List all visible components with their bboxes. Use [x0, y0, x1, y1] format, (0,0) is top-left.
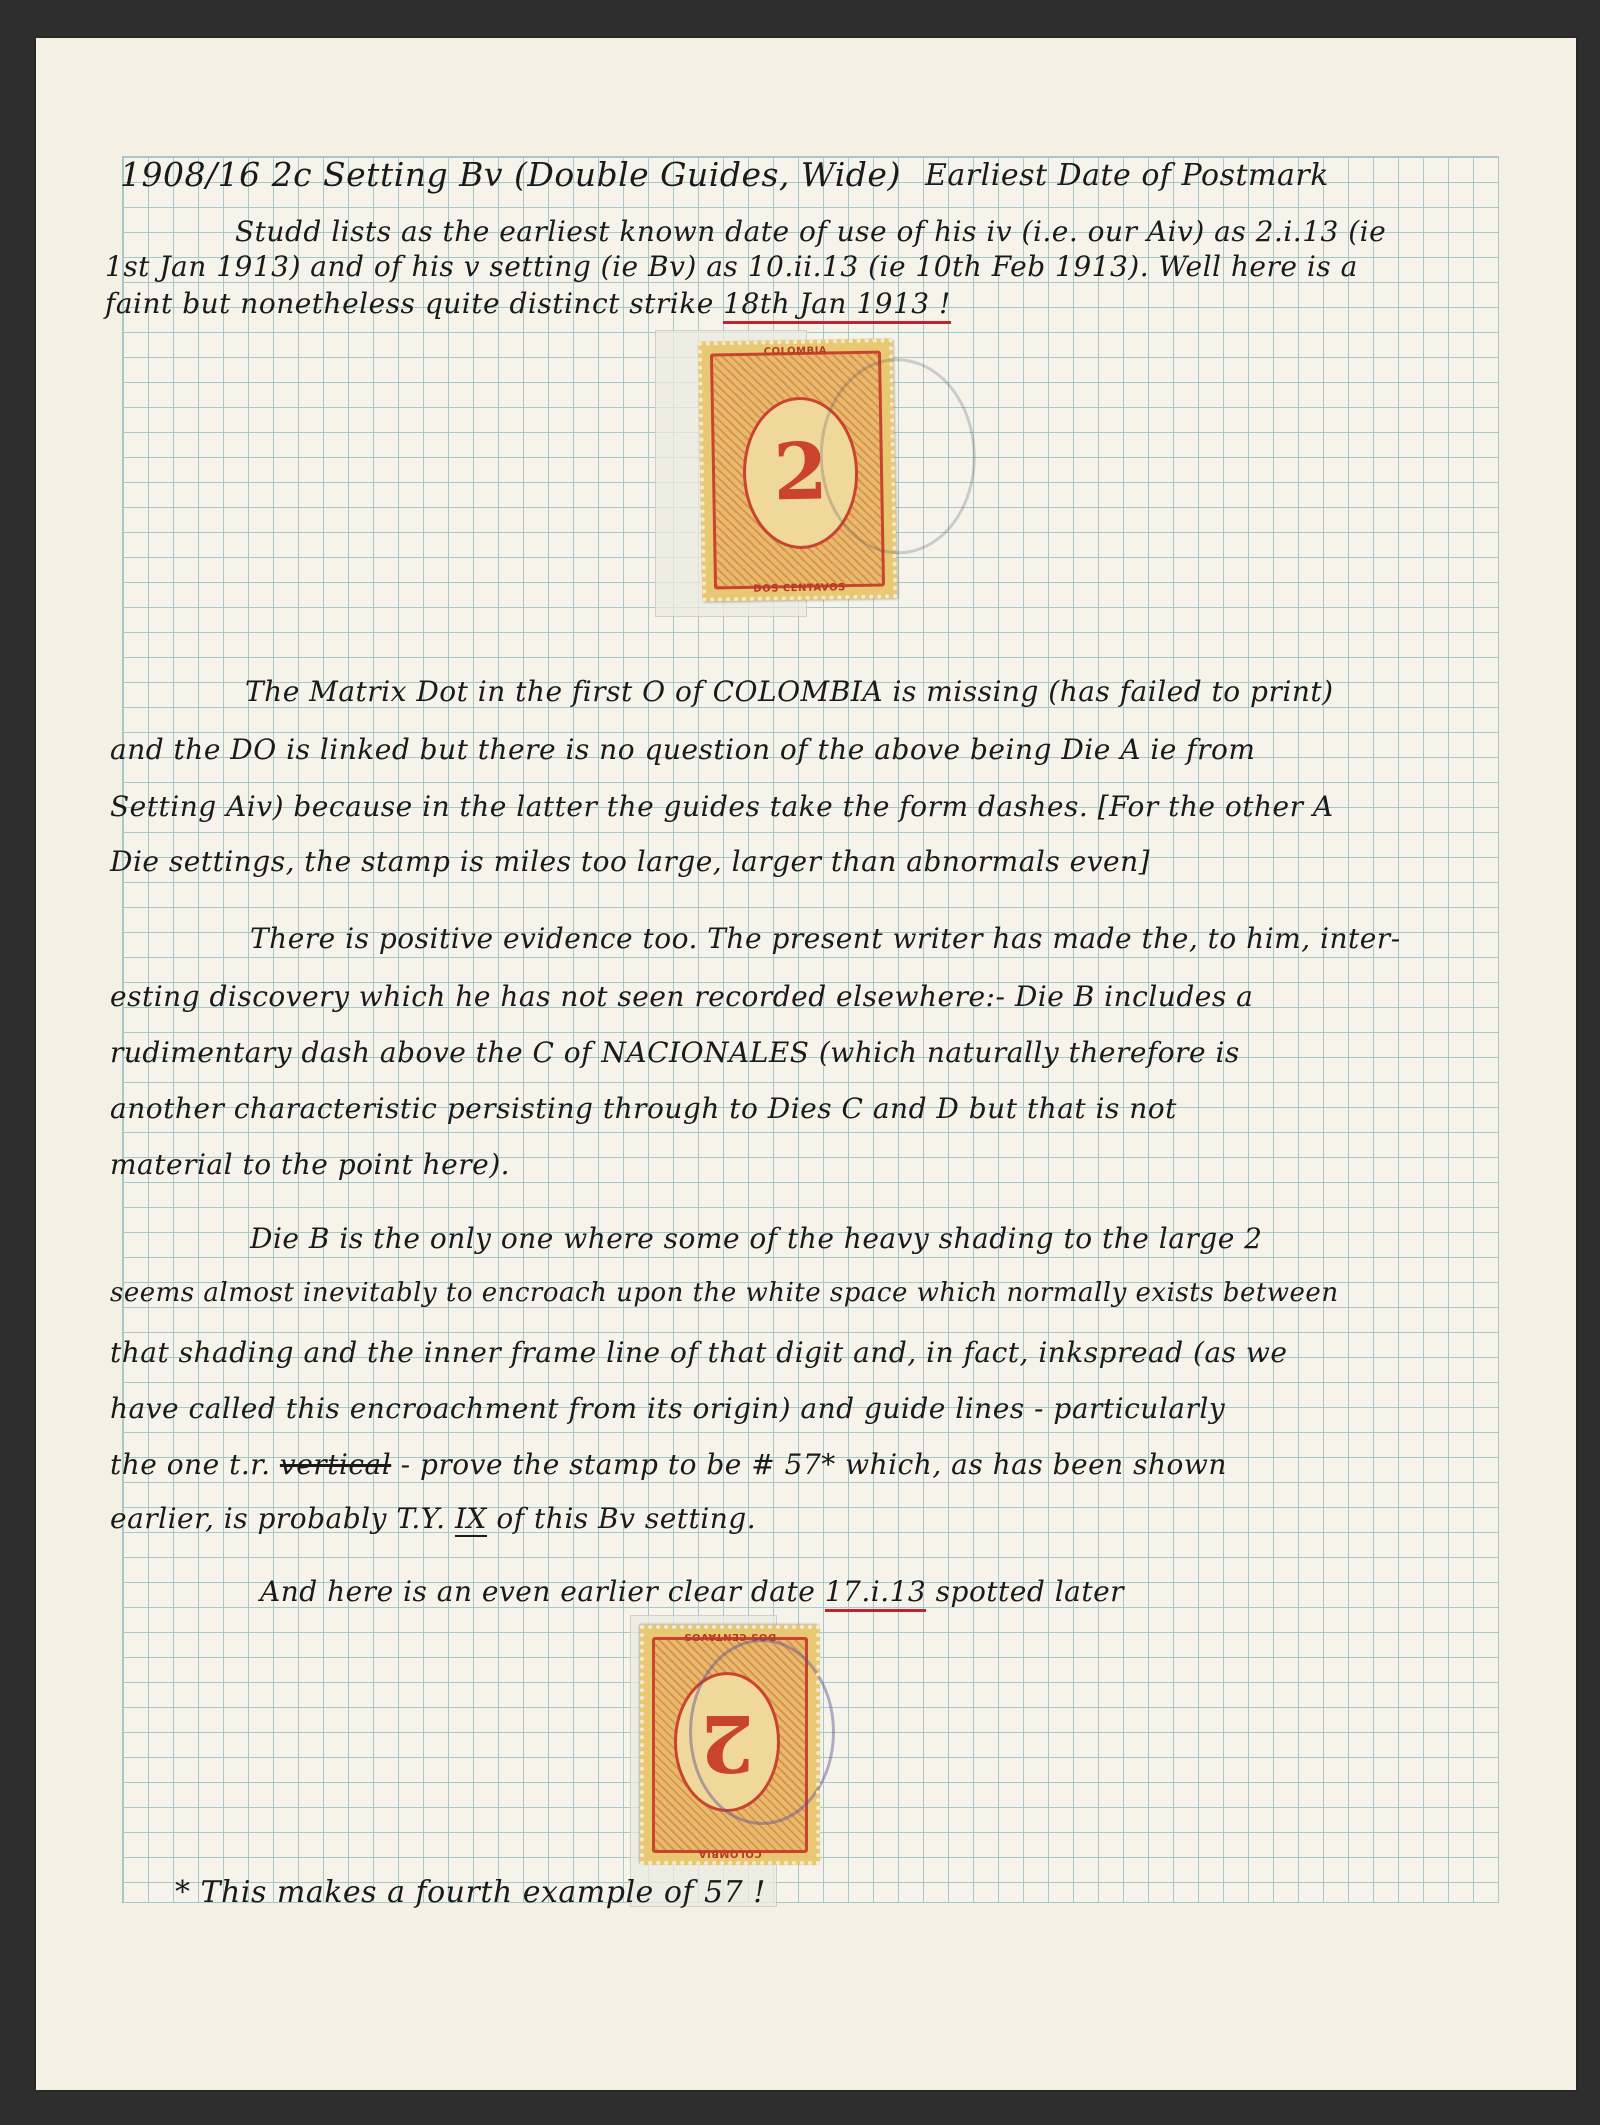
para3-line-6-a: earlier, is probably T.Y.	[110, 1502, 446, 1535]
stamp-1-bottom-label: DOS CENTAVOS	[753, 582, 846, 595]
para2-line-5: material to the point here).	[110, 1148, 511, 1181]
later-note	[260, 1575, 1124, 1608]
stamp-2-value: 2	[699, 1697, 755, 1789]
para3-line-1: Die B is the only one where some of the heavy shading to the large 2	[250, 1222, 1263, 1255]
para3-line-5	[110, 1448, 1227, 1481]
later-note-b: spotted later	[935, 1575, 1125, 1608]
para3-line-5-a: the one t.r.	[110, 1448, 271, 1481]
para1-line-4: Die settings, the stamp is miles too large, larger than abnormals even]	[110, 845, 1151, 878]
postmark-2	[689, 1639, 835, 1825]
intro-line-3-text: faint but nonetheless quite distinct strike	[105, 287, 714, 320]
date-heading: Earliest Date of Postmark	[925, 158, 1329, 193]
page-title: 1908/16 2c Setting Bv (Double Guides, Wide)	[120, 155, 901, 194]
para3-line-4: have called this encroachment from its origin) and guide lines - particularly	[110, 1392, 1226, 1425]
para1-line-1: The Matrix Dot in the first O of COLOMBIA is missing (has failed to print)	[245, 675, 1334, 708]
intro-line-3	[105, 287, 951, 320]
earliest-date-highlight: 18th Jan 1913 !	[723, 287, 951, 324]
para3-line-5-b: - prove the stamp to be # 57* which, as has been shown	[400, 1448, 1227, 1481]
footnote: * This makes a fourth example of 57 !	[175, 1875, 766, 1910]
para3-line-2: seems almost inevitably to encroach upon the white space which normally exists between	[110, 1278, 1339, 1308]
para2-line-3: rudimentary dash above the C of NACIONALES (which naturally therefore is	[110, 1036, 1240, 1069]
para3-line-6-b: of this Bv setting.	[496, 1502, 757, 1535]
para2-line-2: esting discovery which he has not seen recorded elsewhere:- Die B includes a	[110, 980, 1254, 1013]
type-roman-ix: IX	[455, 1502, 487, 1535]
stamp-2-bottom-label: DOS CENTAVOS	[683, 1631, 777, 1642]
para2-line-4: another characteristic persisting through to Dies C and D but that is not	[110, 1092, 1177, 1125]
stamp-2-top-label: COLOMBIA	[698, 1848, 762, 1859]
para1-line-3: Setting Aiv) because in the latter the guides take the form dashes. [For the other A	[110, 790, 1334, 823]
struck-word: vertical	[279, 1448, 392, 1481]
stamp-2	[640, 1625, 820, 1865]
para3-line-3: that shading and the inner frame line of that digit and, in fact, inkspread (as we	[110, 1336, 1288, 1369]
para2-line-1: There is positive evidence too. The present writer has made the, to him, inter-	[250, 922, 1401, 955]
intro-line-1: Studd lists as the earliest known date of use of his iv (i.e. our Aiv) as 2.i.13 (ie	[235, 215, 1387, 248]
later-note-a: And here is an even earlier clear date	[260, 1575, 816, 1608]
para3-line-6	[110, 1502, 756, 1535]
stamp-1-top-label: COLOMBIA	[763, 345, 828, 358]
stamp-1-value: 2	[772, 426, 829, 519]
intro-line-2: 1st Jan 1913) and of his v setting (ie Bv) as 10.ii.13 (ie 10th Feb 1913). Well here is a	[105, 250, 1358, 283]
para1-line-2: and the DO is linked but there is no question of the above being Die A ie from	[110, 733, 1256, 766]
later-date-highlight: 17.i.13	[825, 1575, 927, 1612]
stamp-1	[698, 338, 898, 601]
